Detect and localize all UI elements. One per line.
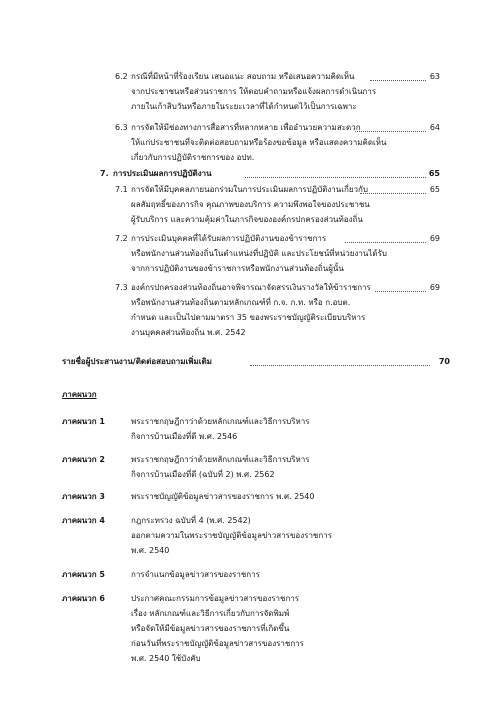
appendix-3-label: ภาคผนวก 3	[62, 492, 105, 501]
toc-number-7-1: 7.1	[115, 185, 128, 194]
appendix-6-label: ภาคผนวก 6	[62, 594, 105, 603]
appendix-6-title-line3: หรือจัดให้มีข้อมูลข่าวสารของราชการที่เกิดขึ้น	[131, 624, 290, 633]
toc-entry-7-3-line2: หรือพนักงานส่วนท้องถิ่นตามหลักเกณฑ์ที่ ก.จ. ก.ท. หรือ ก.อบต.	[131, 298, 351, 307]
dot-leader	[345, 241, 426, 243]
toc-entry-6-2-line1[interactable]: กรณีที่มีหน้าที่ร้องเรียน เสนอแนะ สอบถาม หรือเสนอความคิดเห็น	[131, 72, 355, 81]
toc-page-7: 65	[428, 169, 440, 178]
toc-entry-6-3-line2: ให้แก่ประชาชนที่จะติดต่อสอบถามหรือร้องขอข้อมูล หรือแสดงความคิดเห็น	[131, 138, 387, 147]
toc-page-7-1: 65	[429, 185, 440, 194]
toc-entry-6-2-line3: ภายในเก้าสิบวันหรือภายในระยะเวลาที่ได้กำหนดไว้เป็นการเฉพาะ	[131, 102, 357, 111]
toc-page-6-2: 63	[429, 72, 440, 81]
toc-entry-7-1-line2: ผลสัมฤทธิ์ของภารกิจ คุณภาพของบริการ ความพึงพอใจของประชาชน	[131, 200, 370, 209]
toc-page-contacts: 70	[438, 357, 450, 366]
appendix-5-title-line1[interactable]: การจำแนกข้อมูลข่าวสารของราชการ	[131, 570, 260, 579]
dot-leader	[370, 79, 426, 81]
toc-number-7-3: 7.3	[115, 283, 128, 292]
dot-leader	[250, 364, 430, 366]
toc-entry-7-1-line1[interactable]: การจัดให้มีบุคคลภายนอกร่วมในการประเมินผลการปฏิบัติงานเกี่ยวกับ	[131, 185, 368, 194]
toc-number-6-3: 6.3	[115, 123, 128, 132]
toc-number-7-2: 7.2	[115, 234, 128, 243]
toc-number-7: 7.	[100, 169, 109, 178]
toc-page-7-2: 69	[429, 234, 440, 243]
toc-number-6-2: 6.2	[115, 72, 128, 81]
appendix-6-title-line4: ก่อนวันที่พระราชบัญญัติข้อมูลข่าวสารของราชการ	[131, 639, 304, 648]
appendix-6-title-line2: เรื่อง หลักเกณฑ์และวิธีการเกี่ยวกับการจัดพิมพ์	[131, 609, 290, 618]
dot-leader	[245, 176, 426, 178]
toc-entry-7-3-line1[interactable]: องค์กรปกครองส่วนท้องถิ่นอาจพิจารณาจัดสรรเงินรางวัลให้ข้าราชการ	[131, 283, 371, 292]
toc-contacts-title[interactable]: รายชื่อผู้ประสานงาน/ติดต่อสอบถามเพิ่มเติม	[62, 357, 212, 366]
appendix-4-title-line3: พ.ศ. 2540	[131, 546, 170, 555]
appendix-6-title-line1[interactable]: ประกาศคณะกรรมการข้อมูลข่าวสารของราชการ	[131, 594, 300, 603]
appendix-3-title-line1[interactable]: พระราชบัญญัติข้อมูลข่าวสารของราชการ พ.ศ. 2540	[131, 492, 315, 501]
toc-section-7-title[interactable]: การประเมินผลการปฏิบัติงาน	[113, 169, 212, 178]
toc-entry-6-3-line3: เกี่ยวกับการปฏิบัติราชการของ อปท.	[131, 153, 255, 162]
toc-entry-7-3-line3: กำหนด และเป็นไปตามมาตรา 35 ของพระราชบัญญัติระเบียบบริหาร	[131, 313, 366, 322]
appendix-4-label: ภาคผนวก 4	[62, 516, 105, 525]
appendix-6-title-line5: พ.ศ. 2540 ใช้บังคับ	[131, 654, 201, 663]
toc-entry-7-1-line3: ผู้รับบริการ และความคุ้มค่าในภารกิจขององค์กรปกครองส่วนท้องถิ่น	[131, 215, 363, 224]
toc-entry-7-3-line4: งานบุคคลส่วนท้องถิ่น พ.ศ. 2542	[131, 328, 246, 337]
toc-entry-7-2-line1[interactable]: การประเมินบุคคลที่ได้รับผลการปฏิบัติงานของข้าราชการ	[131, 234, 327, 243]
toc-entry-6-2-line2: จากประชาชนหรือส่วนราชการ ให้ตอบคำถามหรือแจ้งผลการดำเนินการ	[131, 87, 377, 96]
dot-leader	[375, 290, 426, 292]
appendix-4-title-line2: ออกตามความในพระราชบัญญัติข้อมูลข่าวสารของราชการ	[131, 531, 332, 540]
appendix-heading: ภาคผนวก	[62, 390, 97, 399]
toc-page-6-3: 64	[429, 123, 440, 132]
toc-entry-7-2-line3: จากการปฏิบัติงานของข้าราชการหรือพนักงานส่วนท้องถิ่นผู้นั้น	[131, 264, 344, 273]
dot-leader	[360, 192, 426, 194]
appendix-1-title-line1[interactable]: พระราชกฤษฎีกาว่าด้วยหลักเกณฑ์และวิธีการบริหาร	[131, 417, 310, 426]
appendix-1-label: ภาคผนวก 1	[62, 417, 105, 426]
appendix-4-title-line1[interactable]: กฎกระทรวง ฉบับที่ 4 (พ.ศ. 2542)	[131, 516, 251, 525]
appendix-2-title-line1[interactable]: พระราชกฤษฎีกาว่าด้วยหลักเกณฑ์และวิธีการบริหาร	[131, 455, 310, 464]
appendix-1-title-line2: กิจการบ้านเมืองที่ดี พ.ศ. 2546	[131, 432, 238, 441]
appendix-2-label: ภาคผนวก 2	[62, 455, 105, 464]
appendix-5-label: ภาคผนวก 5	[62, 570, 105, 579]
toc-entry-6-3-line1[interactable]: การจัดให้มีช่องทางการสื่อสารที่หลากหลาย เพื่ออำนวยความสะดวก	[131, 123, 361, 132]
appendix-2-title-line2: กิจการบ้านเมืองที่ดี (ฉบับที่ 2) พ.ศ. 2562	[131, 470, 275, 479]
toc-page-7-3: 69	[429, 283, 440, 292]
toc-entry-7-2-line2: หรือพนักงานส่วนท้องถิ่นในตำแหน่งที่ปฏิบัติ และประโยชน์ที่หน่วยงานได้รับ	[131, 249, 387, 258]
dot-leader	[355, 130, 426, 132]
